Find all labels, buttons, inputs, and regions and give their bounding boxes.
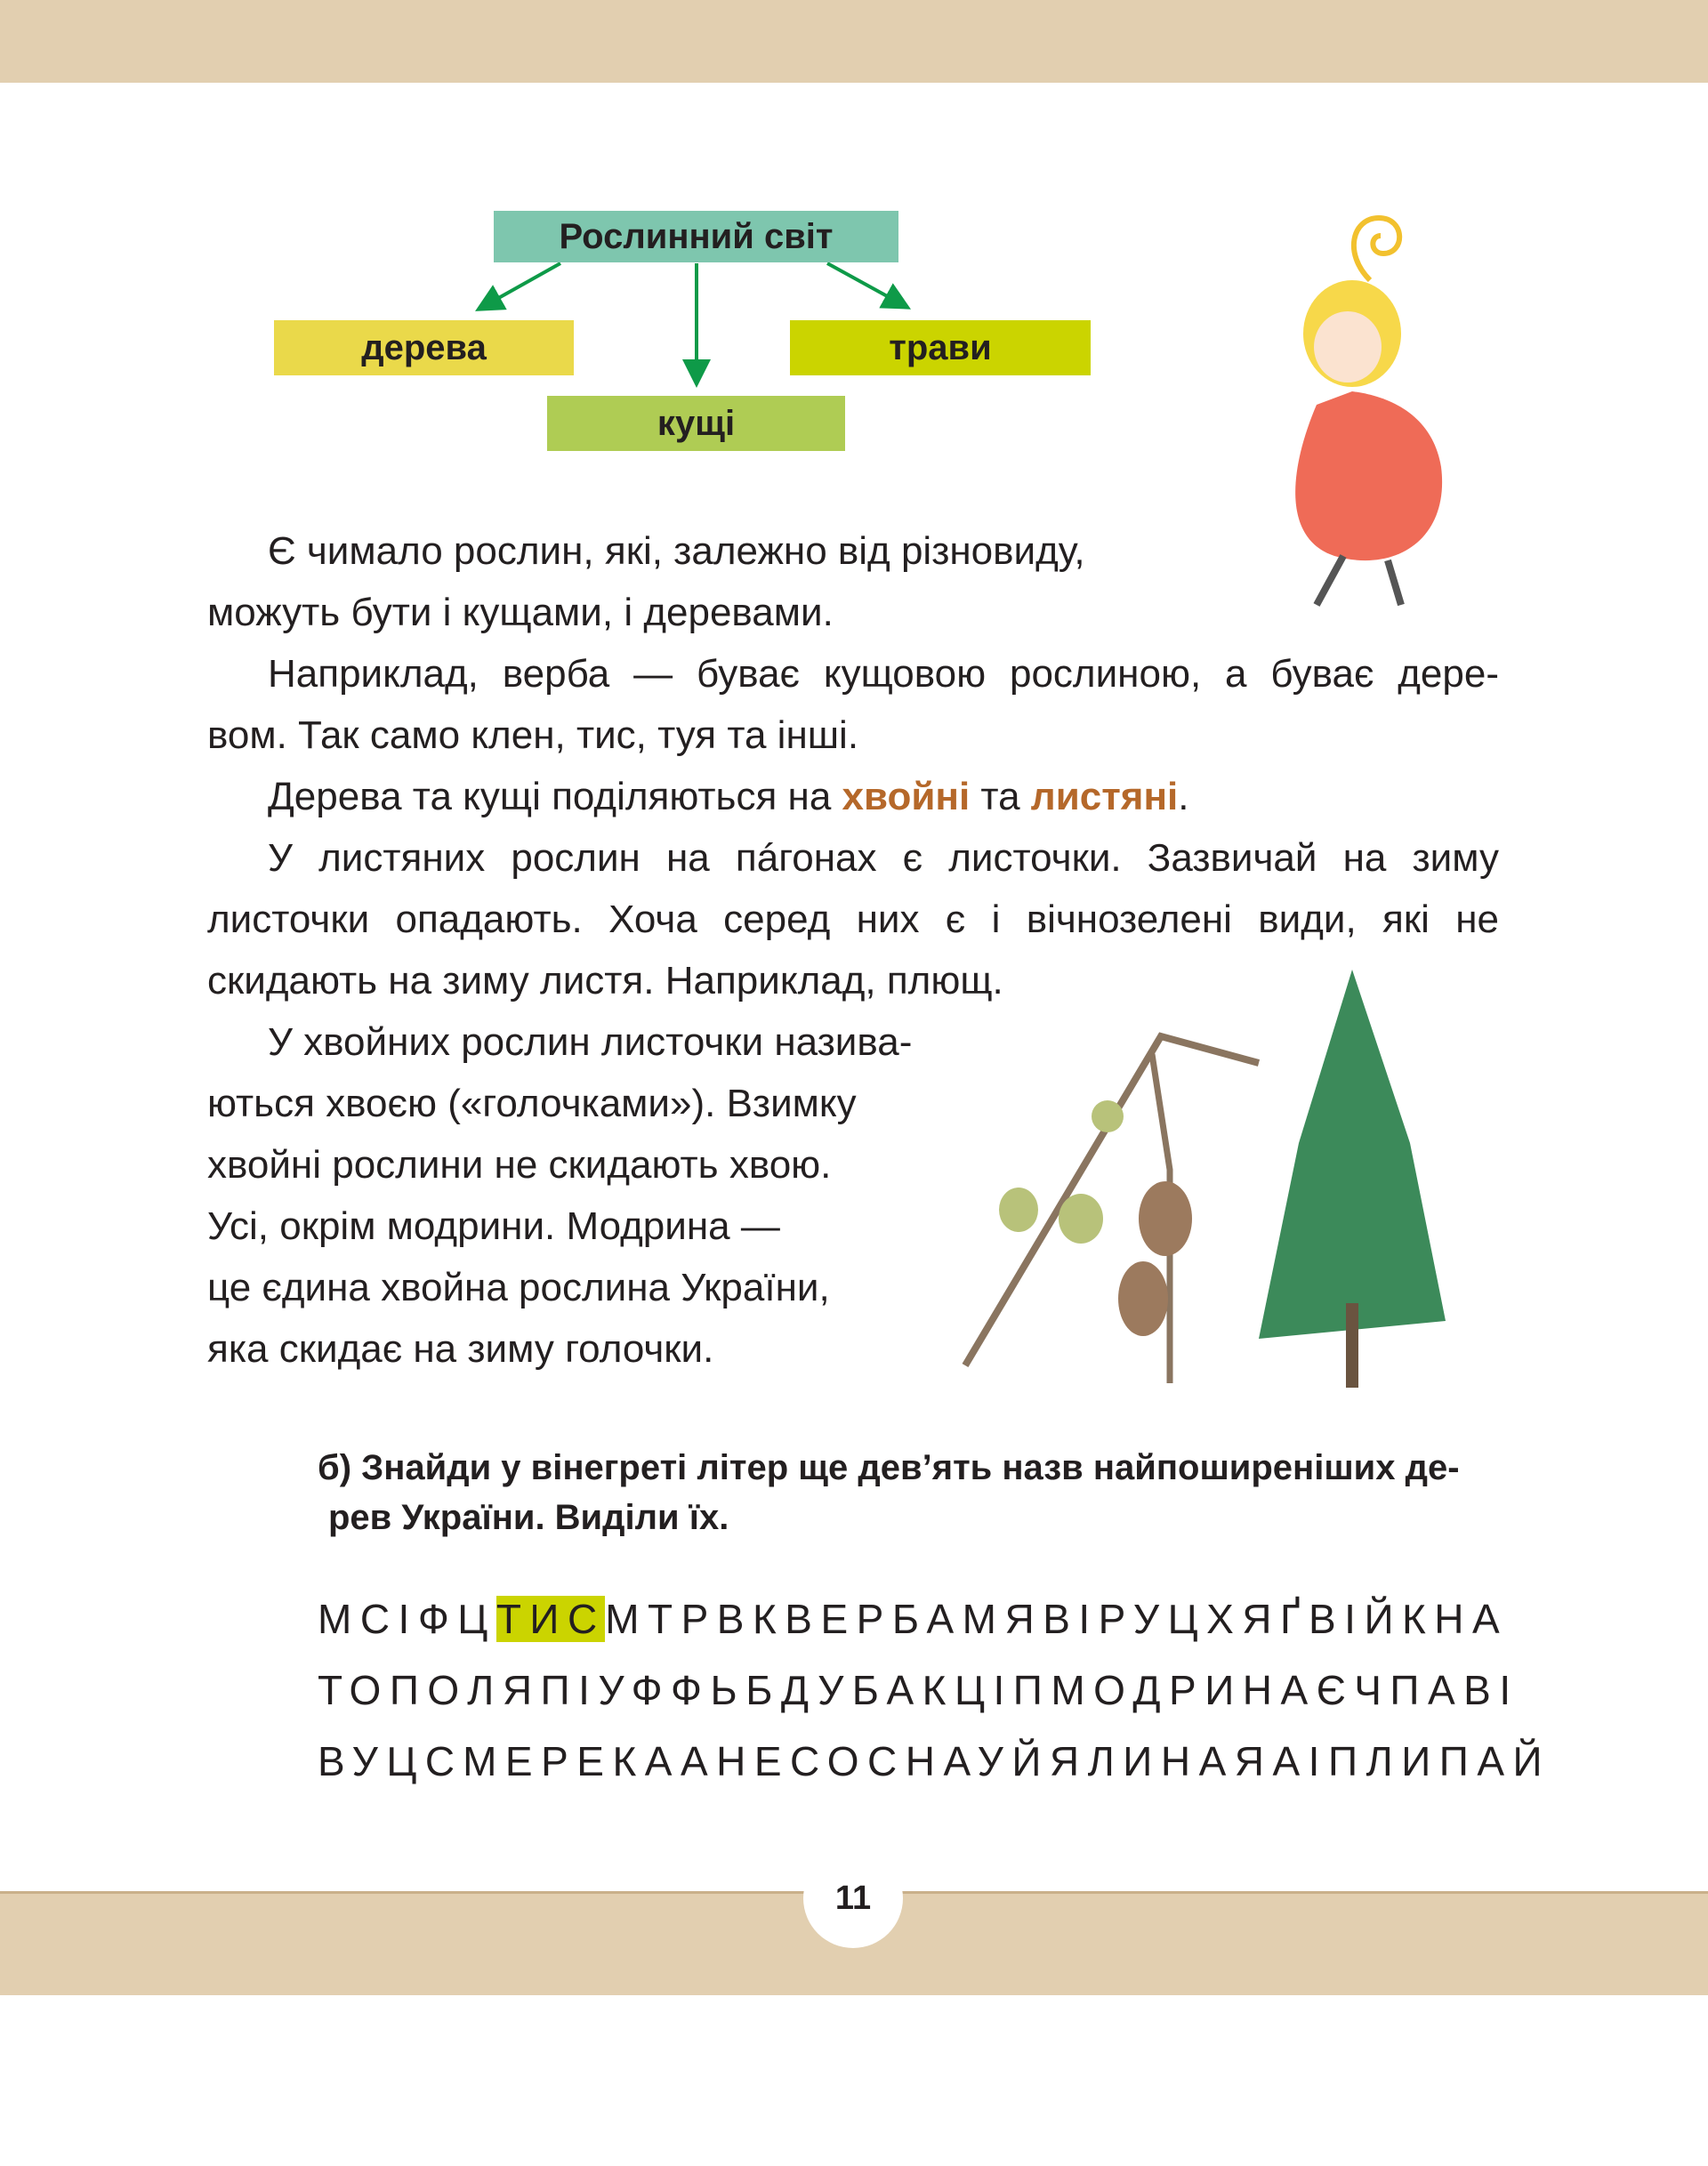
- p2-line2: вом. Так само клен, тис, туя та інші.: [207, 713, 859, 757]
- p3-text: та: [970, 775, 1031, 818]
- p1-line1: Є чимало рослин, які, залежно від різновиду,: [268, 529, 1085, 573]
- letter-row-2[interactable]: ТОПОЛЯПІУФФЬБДУБАКЦІПМОДРИНАЄЧПАВІ: [318, 1667, 1519, 1713]
- letter-row-3[interactable]: ВУЦСМЕРЕКААНЕСОСНАУЙЯЛИНАЯАІПЛИПАЙ: [318, 1738, 1551, 1784]
- letter-row-1[interactable]: [318, 1583, 1510, 1655]
- task-line1: б) Знайди у вінегреті літер ще девʼять назв найпоширеніших де-: [318, 1448, 1460, 1487]
- p4-line2: листочки опадають. Хоча серед них є і вічнозелені види, які не: [207, 898, 1499, 941]
- p5-line6: яка скидає на зиму голочки.: [207, 1327, 714, 1371]
- p1-line2: можуть бути і кущами, і деревами.: [207, 591, 834, 634]
- diagram-root-plant-world: Рослинний світ: [494, 211, 898, 262]
- letters[interactable]: МСІФЦ: [318, 1596, 496, 1642]
- p5-line1: У хвойних рослин листочки назива-: [268, 1020, 913, 1064]
- p5-line5: це єдина хвойна рослина України,: [207, 1266, 830, 1309]
- diagram-shrubs: кущі: [547, 396, 845, 451]
- letters[interactable]: МТРВКВЕРБАМЯВІРУЦХЯҐВІЙКНА: [605, 1596, 1509, 1642]
- page-number: 11: [803, 1848, 903, 1948]
- p4-line1: У листяних рослин на пáгонах є листочки. Зазвичай на зиму: [268, 836, 1499, 880]
- p3-text: Дерева та кущі поділяються на: [268, 775, 842, 818]
- task-line2: рев України. Виділи їх.: [328, 1498, 729, 1537]
- p5-line2: ються хвоєю («голочками»). Взимку: [207, 1082, 857, 1125]
- term-deciduous: листяні: [1030, 775, 1179, 818]
- p3-line1: [207, 766, 1499, 827]
- p4-line3: скидають на зиму листя. Наприклад, плющ.: [207, 959, 1003, 1002]
- diagram-grasses: трави: [790, 320, 1091, 375]
- p5-line3: хвойні рослини не скидають хвою.: [207, 1143, 832, 1187]
- diagram-trees: дерева: [274, 320, 574, 375]
- p3-text: .: [1178, 775, 1189, 818]
- p5-line4: Усі, окрім модрини. Модрина —: [207, 1204, 780, 1248]
- letter-grid: [318, 1583, 1551, 1797]
- task-instruction: [318, 1443, 1499, 1542]
- p2-line1: Наприклад, верба — буває кущовою рослиною, а буває дере-: [268, 652, 1499, 696]
- term-coniferous: хвойні: [842, 775, 971, 818]
- highlighted-word[interactable]: ТИС: [495, 1596, 606, 1642]
- larch-and-fir-illustration: [947, 965, 1508, 1397]
